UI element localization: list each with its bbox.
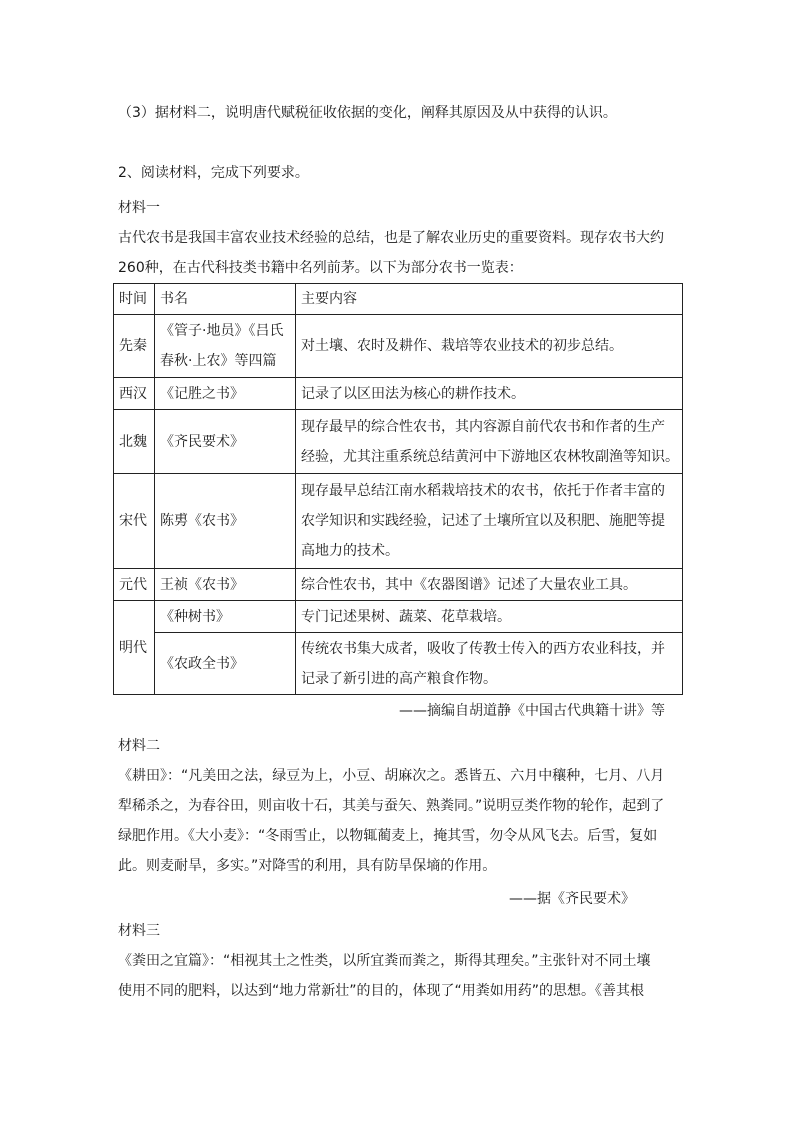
cell-book: 《农政全书》 (155, 633, 296, 695)
cell-book: 陈旉《农书》 (155, 474, 296, 569)
cell-content-line: 高地力的技术。 (301, 543, 399, 559)
cell-book (155, 315, 296, 378)
cell-content: 对土壤、农时及耕作、栽培等农业技术的初步总结。 (296, 315, 683, 378)
cell-book-line: 《管子·地员》《吕氏 (160, 323, 284, 339)
material-1-source: ——摘编自胡道静《中国古代典籍十讲》等 (399, 703, 665, 719)
cell-content-line: 经验，尤其注重系统总结黄河中下游地区农林牧副渔等知识。 (301, 448, 679, 465)
header-era: 时间 (114, 284, 155, 315)
material-3-para-line: 使用不同的肥料，以达到“地力常新壮”的目的，体现了“用粪如用药”的思想。《善其根 (118, 983, 645, 999)
cell-era: 元代 (114, 569, 155, 601)
material-2-para-line: 《耕田》：“凡美田之法，绿豆为上，小豆、胡麻次之。悉皆五、六月中穰种，七月、八月 (118, 768, 665, 784)
cell-content (296, 474, 683, 569)
material-2-para-line: 犁稀杀之，为春谷田，则亩收十石，其美与蚕矢、熟粪同。”说明豆类作物的轮作，起到了 (118, 798, 665, 814)
cell-era: 明代 (114, 601, 155, 695)
cell-era: 先秦 (114, 315, 155, 378)
material-2-para-line: 此。则麦耐旱，多实。”对降雪的利用，具有防旱保墒的作用。 (118, 858, 497, 874)
cell-content-line: 记录了新引进的高产粮食作物。 (301, 670, 497, 687)
cell-book: 《种树书》 (155, 601, 296, 633)
material-3-para-line: 《粪田之宜篇》：“相视其土之性类，以所宜粪而粪之，斯得其理矣。”主张针对不同土壤 (118, 953, 651, 969)
cell-content-line: 现存最早总结江南水稻栽培技术的农书，依托于作者丰富的 (301, 483, 665, 499)
question-3: （3）据材料二，说明唐代赋税征收依据的变化，阐释其原因及从中获得的认识。 (118, 105, 617, 121)
cell-era: 西汉 (114, 378, 155, 410)
cell-content (296, 410, 683, 474)
material-2-label: 材料二 (118, 738, 160, 754)
table-row (114, 601, 683, 633)
table-row (114, 315, 683, 378)
cell-content: 专门记述果树、蔬菜、花草栽培。 (296, 601, 683, 633)
material-2-source: ——据《齐民要术》 (509, 891, 635, 907)
header-book: 书名 (155, 284, 296, 315)
header-content: 主要内容 (296, 284, 683, 315)
agri-books-table (113, 283, 683, 695)
cell-era: 宋代 (114, 474, 155, 569)
cell-book-line: 春秋·上农》等四篇 (160, 353, 277, 369)
table-row (114, 633, 683, 695)
question-2-intro: 2、阅读材料，完成下列要求。 (118, 165, 309, 181)
cell-content-line: 现存最早的综合性农书，其内容源自前代农书和作者的生产 (301, 418, 665, 435)
material-1-para-line: 古代农书是我国丰富农业技术经验的总结，也是了解农业历史的重要资料。现存农书大约 (118, 230, 664, 246)
table-row (114, 569, 683, 601)
table-header-row (114, 284, 683, 315)
cell-content: 记录了以区田法为核心的耕作技术。 (296, 378, 683, 410)
cell-era: 北魏 (114, 410, 155, 474)
cell-book: 《记胜之书》 (155, 378, 296, 410)
material-3-label: 材料三 (118, 923, 160, 939)
cell-book: 《齐民要术》 (155, 410, 296, 474)
material-1-para-line: 260种，在古代科技类书籍中名列前茅。以下为部分农书一览表： (118, 260, 523, 276)
cell-content-line: 传统农书集大成者，吸收了传教士传入的西方农业科技，并 (301, 640, 665, 657)
table-row (114, 378, 683, 410)
material-1-label: 材料一 (118, 200, 160, 216)
cell-book: 王祯《农书》 (155, 569, 296, 601)
cell-content (296, 633, 683, 695)
cell-content: 综合性农书，其中《农器图谱》记述了大量农业工具。 (296, 569, 683, 601)
cell-content-line: 农学知识和实践经验，记述了土壤所宜以及积肥、施肥等提 (301, 513, 665, 529)
table-row (114, 474, 683, 569)
table-row (114, 410, 683, 474)
material-2-para-line: 绿肥作用。《大小麦》：“冬雨雪止，以物辄蔺麦上，掩其雪，勿令从风飞去。后雪，复如 (118, 828, 658, 844)
